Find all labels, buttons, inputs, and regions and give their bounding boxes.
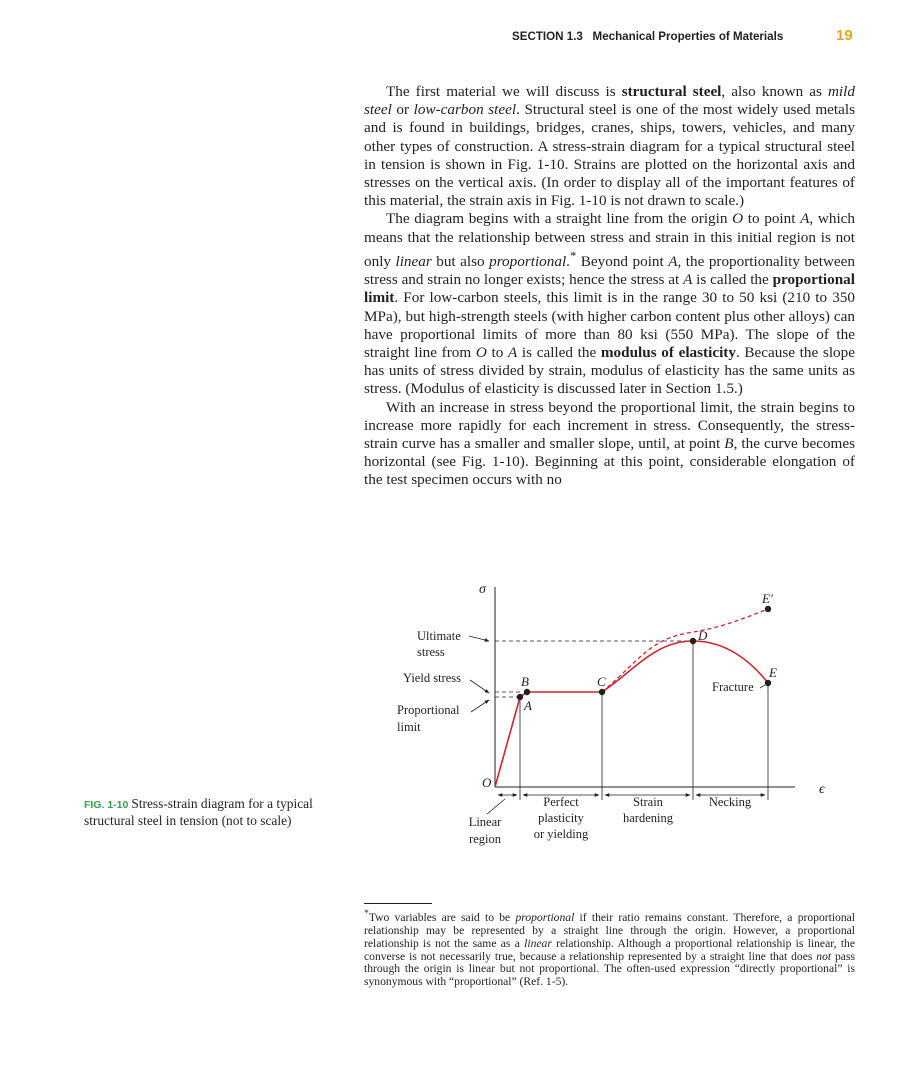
italic-term: B [724,434,734,452]
text: The first material we will discuss is [386,83,622,100]
italic-term: low-carbon steel [413,101,517,119]
bold-term: proportional limit [364,271,855,307]
region-strain-label-2: hardening [623,811,673,825]
text: or [391,101,414,119]
point-b-marker [524,689,530,695]
text: pass through the origin is linear but not proportional. The often-used expression “directly proportional” is synonymous with “proportional” (Ref. 1-5). [364,949,855,989]
fracture-label: Fracture [712,680,754,694]
text: is called the [692,271,773,289]
section-number: SECTION 1.3 [512,30,583,43]
ultimate-leader [469,636,489,641]
paragraph-1 [364,83,855,210]
text: relationship. Although a proportional relationship is linear, the converse is not necessarily true, because a relationship represented by a straight line that does [364,936,855,963]
running-header [0,27,921,50]
region-perfect-label-1: Perfect [543,795,579,809]
italic-term: linear [524,936,552,950]
text: . Because the slope has units of stress divided by strain, modulus of elasticity has the same units as stress. (Modulus of elasticity is discussed later in Section 1.5.) [364,343,855,398]
italic-term: A [800,210,810,228]
point-o-label: O [482,775,492,790]
region-perfect-label-2: plasticity [538,811,584,825]
x-axis-label: ϵ [819,782,825,797]
section-heading [512,30,783,43]
ultimate-stress-label-1: Ultimate [417,629,461,643]
point-a-label: A [524,698,532,713]
figure-number: FIG. 1-10 [84,799,129,811]
stress-strain-figure [380,575,840,865]
caption-text: Stress-strain diagram for a typical structural steel in tension (not to scale) [84,796,313,828]
italic-term: A [683,271,693,289]
text: . Structural steel is one of the most widely used metals and is found in buildings, bridges, cranes, ships, towers, vehicles, and many other types of construction. A stress-strain diagram for a typical structural steel in tension is shown in Fig. 1-10. Strains are plotted on the horizontal axis and stresses on the vertical axis. (In order to display all of the important features of this material, the strain axis in Fig. 1-10 is not drawn to scale.) [364,101,856,210]
text: if their ratio remains constant. Therefore, a proportional relationship may be represented by a straight line through the origin. However, a proportional relationship is not the same as a [364,910,856,950]
italic-term: O [732,210,744,228]
region-necking-label: Necking [708,795,752,809]
text: , which means that the relationship between stress and strain in this initial region is not only [364,210,856,270]
yield-leader [470,680,489,693]
proportional-leader [471,700,489,712]
italic-term: A [507,343,518,361]
text: but also [431,252,490,270]
yield-stress-label: Yield stress [403,671,461,685]
page-number: 19 [836,27,853,44]
region-strain-label-1: Strain [633,795,663,809]
region-linear-label-2: region [469,832,501,846]
y-axis-label: σ [479,582,486,597]
section-title: Mechanical Properties of Materials [592,30,784,43]
text: Beyond point [576,252,669,270]
italic-term: not [816,949,832,963]
text: , the proportionality between stress and strain no longer exists; hence the stress at [364,252,856,289]
italic-term: proportional [515,910,575,924]
point-eprime-label: E′ [762,591,773,606]
proportional-limit-label-2: limit [397,720,421,734]
italic-term: linear [395,252,432,270]
italic-term: O [475,343,487,361]
point-e-label: E [769,665,777,680]
text: . For low-carbon steels, this limit is in the range 30 to 50 ksi (210 to 350 MPa), but high-strength steels (with higher carbon content plus other alloys) can have proportional limits of more than 80 ksi (550 MPa). The slope of the straight line from [364,289,855,361]
paragraph-3 [364,399,855,490]
text: Two variables are said to be [368,910,516,924]
stress-strain-diagram [380,575,840,865]
footnote-rule [364,903,432,904]
text: to [486,343,508,361]
region-perfect-label-3: or yielding [533,827,589,841]
point-c-marker [599,689,605,695]
italic-term: A [668,252,678,270]
point-eprime-marker [765,606,771,612]
point-b-label: B [521,674,529,689]
text: to point [743,210,801,228]
footnote-mark: * [364,908,369,919]
italic-term: proportional [489,252,567,270]
proportional-limit-label-1: Proportional [397,703,460,717]
bold-term: modulus of elasticity [600,343,736,361]
point-d-label: D [698,628,708,643]
text: , also known as [721,83,828,100]
paragraph-2: The diagram begins with a straight line from the origin O to point A, which means that the relationship between stress and strain in this initial region is not only linear but also proportional.* Beyond point A, the proportionality between stress and strain no longer exists; hence the stress at A is called the proportional limit. For low-carbon steels, this limit is in the range 30 to 50 ksi (210 to 350 MPa), but high-strength steels (with higher carbon content plus other alloys) can have proportional limits of more than 80 ksi (550 MPa). The slope of the straight line from O to A is called the modulus of elasticity. Because the slope has units of stress divided by strain, modulus of elasticity has the same units as stress. (Modulus of elasticity is discussed later in Section 1.5.) [364,210,856,398]
point-c-label: C [597,674,606,689]
text: With an increase in stress beyond the proportional limit, the strain begins to increase more rapidly for each increment in stress. Consequently, the stress-strain curve has a smaller and smaller slope, until, at point [364,398,855,452]
engineering-stress-curve [495,641,768,787]
figure-caption [84,796,314,829]
point-a-marker [517,694,523,700]
text: is called the [517,343,601,361]
footnote [364,908,855,989]
region-linear-label-1: Linear [468,815,502,829]
linear-leader [487,799,505,814]
point-d-marker [690,638,696,644]
footnote-marker[interactable]: * [569,248,577,263]
text: , the curve becomes horizontal (see Fig. 1-10). Beginning at this point, considerable elongation of the test specimen occurs with no [364,434,855,489]
point-e-marker [765,680,771,686]
fracture-leader [760,685,765,688]
text: The diagram begins with a straight line from the origin [386,210,733,228]
italic-term: mild steel [364,83,855,119]
bold-term: structural steel [621,83,722,100]
body-text [364,83,855,490]
ultimate-stress-label-2: stress [417,645,445,659]
